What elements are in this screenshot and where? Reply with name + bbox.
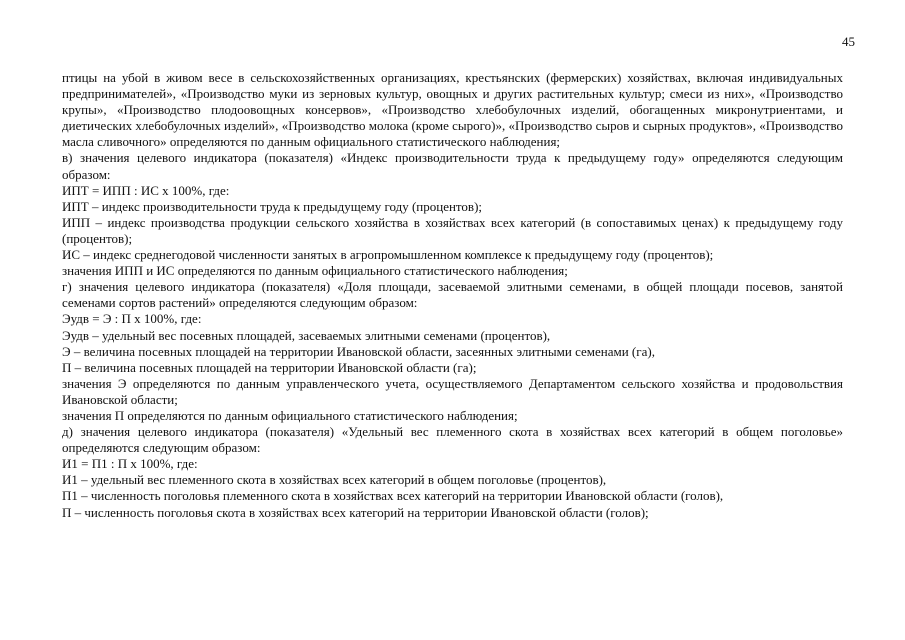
paragraph-breeding-livestock-intro: д) значения целевого индикатора (показателя) «Удельный вес племенного скота в хозяйствах всех категорий в общем поголовье» определяются следующим образом: <box>62 424 843 456</box>
paragraph-elite-seeds-intro: г) значения целевого индикатора (показателя) «Доля площади, засеваемой элитными семенами, в общей площади посевов, занятой семенами сортов растений» определяются следующим образом: <box>62 279 843 311</box>
formula-i1: И1 = П1 : П х 100%, где: <box>62 456 198 472</box>
paragraph-ipp-is-source: значения ИПП и ИС определяются по данным официального статистического наблюдения; <box>62 263 568 279</box>
definition-p-livestock: П – численность поголовья скота в хозяйствах всех категорий на территории Ивановской области (голов); <box>62 504 649 520</box>
formula-eudv: Эудв = Э : П х 100%, где: <box>62 311 202 327</box>
definition-ipt: ИПТ – индекс производительности труда к предыдущему году (процентов); <box>62 198 483 214</box>
paragraph-labor-productivity-intro: в) значения целевого индикатора (показателя) «Индекс производительности труда к предыдущему году» определяются следующим образом: <box>62 150 843 182</box>
definition-is: ИС – индекс среднегодовой численности занятых в агропромышленном комплексе к предыдущему году (процентов); <box>62 247 714 263</box>
document-body <box>62 70 843 521</box>
definition-p1: П1 – численность поголовья племенного скота в хозяйствах всех категорий на территории Ивановской области (голов), <box>62 488 724 504</box>
definition-ipp: ИПП – индекс производства продукции сельского хозяйства в хозяйствах всех категорий (в сопоставимых ценах) к предыдущему году (процентов); <box>62 214 843 246</box>
page-number: 45 <box>842 34 855 49</box>
formula-ipt: ИПТ = ИПП : ИС х 100%, где: <box>62 182 230 198</box>
definition-i1: И1 – удельный вес племенного скота в хозяйствах всех категорий в общем поголовье (процентов), <box>62 472 607 488</box>
definition-eudv: Эудв – удельный вес посевных площадей, засеваемых элитными семенами (процентов), <box>62 327 551 343</box>
paragraph-production-indicators: птицы на убой в живом весе в сельскохозяйственных организациях, крестьянских (фермерских) хозяйствах, включая индивидуальных предпринимателей», «Производство муки из зерновых культур, овощных и других растительных культур; смеси из них», «Производство крупы», «Производство плодоовощных консервов», «Производство хлебобулочных изделий, обогащенных микронутриентами, и диетических хлебобулочных изделий», «Производство молока (кроме сырого)», «Производство сыров и сырных продуктов», «Производство масла сливочного» определяются по данным официального статистического наблюдения; <box>62 70 843 150</box>
definition-p-area: П – величина посевных площадей на территории Ивановской области (га); <box>62 359 477 375</box>
definition-e: Э – величина посевных площадей на территории Ивановской области, засеянных элитными семенами (га), <box>62 343 655 359</box>
paragraph-e-source: значения Э определяются по данным управленческого учета, осуществляемого Департаментом сельского хозяйства и продовольствия Ивановской области; <box>62 375 843 407</box>
paragraph-p-source: значения П определяются по данным официального статистического наблюдения; <box>62 407 518 423</box>
